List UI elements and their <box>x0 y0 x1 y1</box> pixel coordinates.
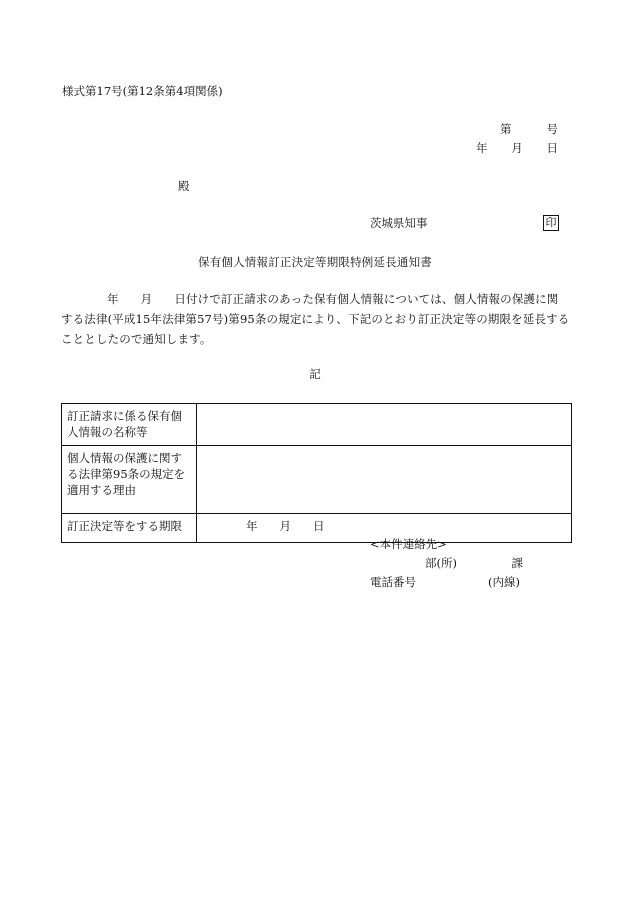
notice-body <box>61 289 581 349</box>
issue-number-prefix: 第 <box>500 122 512 136</box>
deadline-month: 月 <box>279 519 291 533</box>
row-label-info-name: 訂正請求に係る保有個人情報の名称等 <box>62 404 197 446</box>
issue-number <box>500 123 558 137</box>
issue-number-suffix: 号 <box>546 122 558 136</box>
issuer-name: 茨城県知事 <box>370 216 428 230</box>
contact-section-label: 課 <box>511 556 523 570</box>
seal-mark: 印 <box>543 215 559 231</box>
body-year: 年 <box>107 292 119 306</box>
issue-date-year: 年 <box>476 141 488 155</box>
table-row <box>62 446 572 514</box>
contact-title: <本件連絡先> <box>370 537 447 551</box>
record-mark: 記 <box>309 367 321 381</box>
body-line-1 <box>61 289 581 309</box>
body-line-2: する法律(平成15年法律第57号)第95条の規定により、下記のとおり訂正決定等の期限を延長する <box>61 312 570 326</box>
table-row <box>62 514 572 543</box>
contact-extension-label: (内線) <box>488 575 520 589</box>
row-label-deadline: 訂正決定等をする期限 <box>62 514 197 543</box>
contact-phone <box>370 576 520 590</box>
addressee-honorific: 殿 <box>178 179 190 193</box>
body-month: 月 <box>140 292 153 306</box>
body-line-1-rest: 日付けで訂正請求のあった保有個人情報については、個人情報の保護に関 <box>174 292 559 306</box>
contact-phone-label: 電話番号 <box>370 575 416 589</box>
body-line-3: こととしたので通知します。 <box>61 332 212 346</box>
contact-department-label: 部(所) <box>425 556 457 570</box>
deadline-day: 日 <box>313 519 325 533</box>
issue-date-day: 日 <box>546 141 558 155</box>
row-value-reason[interactable] <box>197 446 572 514</box>
issue-date <box>476 142 558 156</box>
row-value-info-name[interactable] <box>197 404 572 446</box>
form-number: 様式第17号(第12条第4項関係) <box>62 84 223 98</box>
details-table <box>61 403 572 543</box>
deadline-year: 年 <box>246 519 258 533</box>
document-title: 保有個人情報訂正決定等期限特例延長通知書 <box>198 255 432 269</box>
issue-date-month: 月 <box>511 141 523 155</box>
contact-department <box>425 557 523 571</box>
row-label-reason: 個人情報の保護に関する法律第95条の規定を適用する理由 <box>62 446 197 514</box>
table-row <box>62 404 572 446</box>
